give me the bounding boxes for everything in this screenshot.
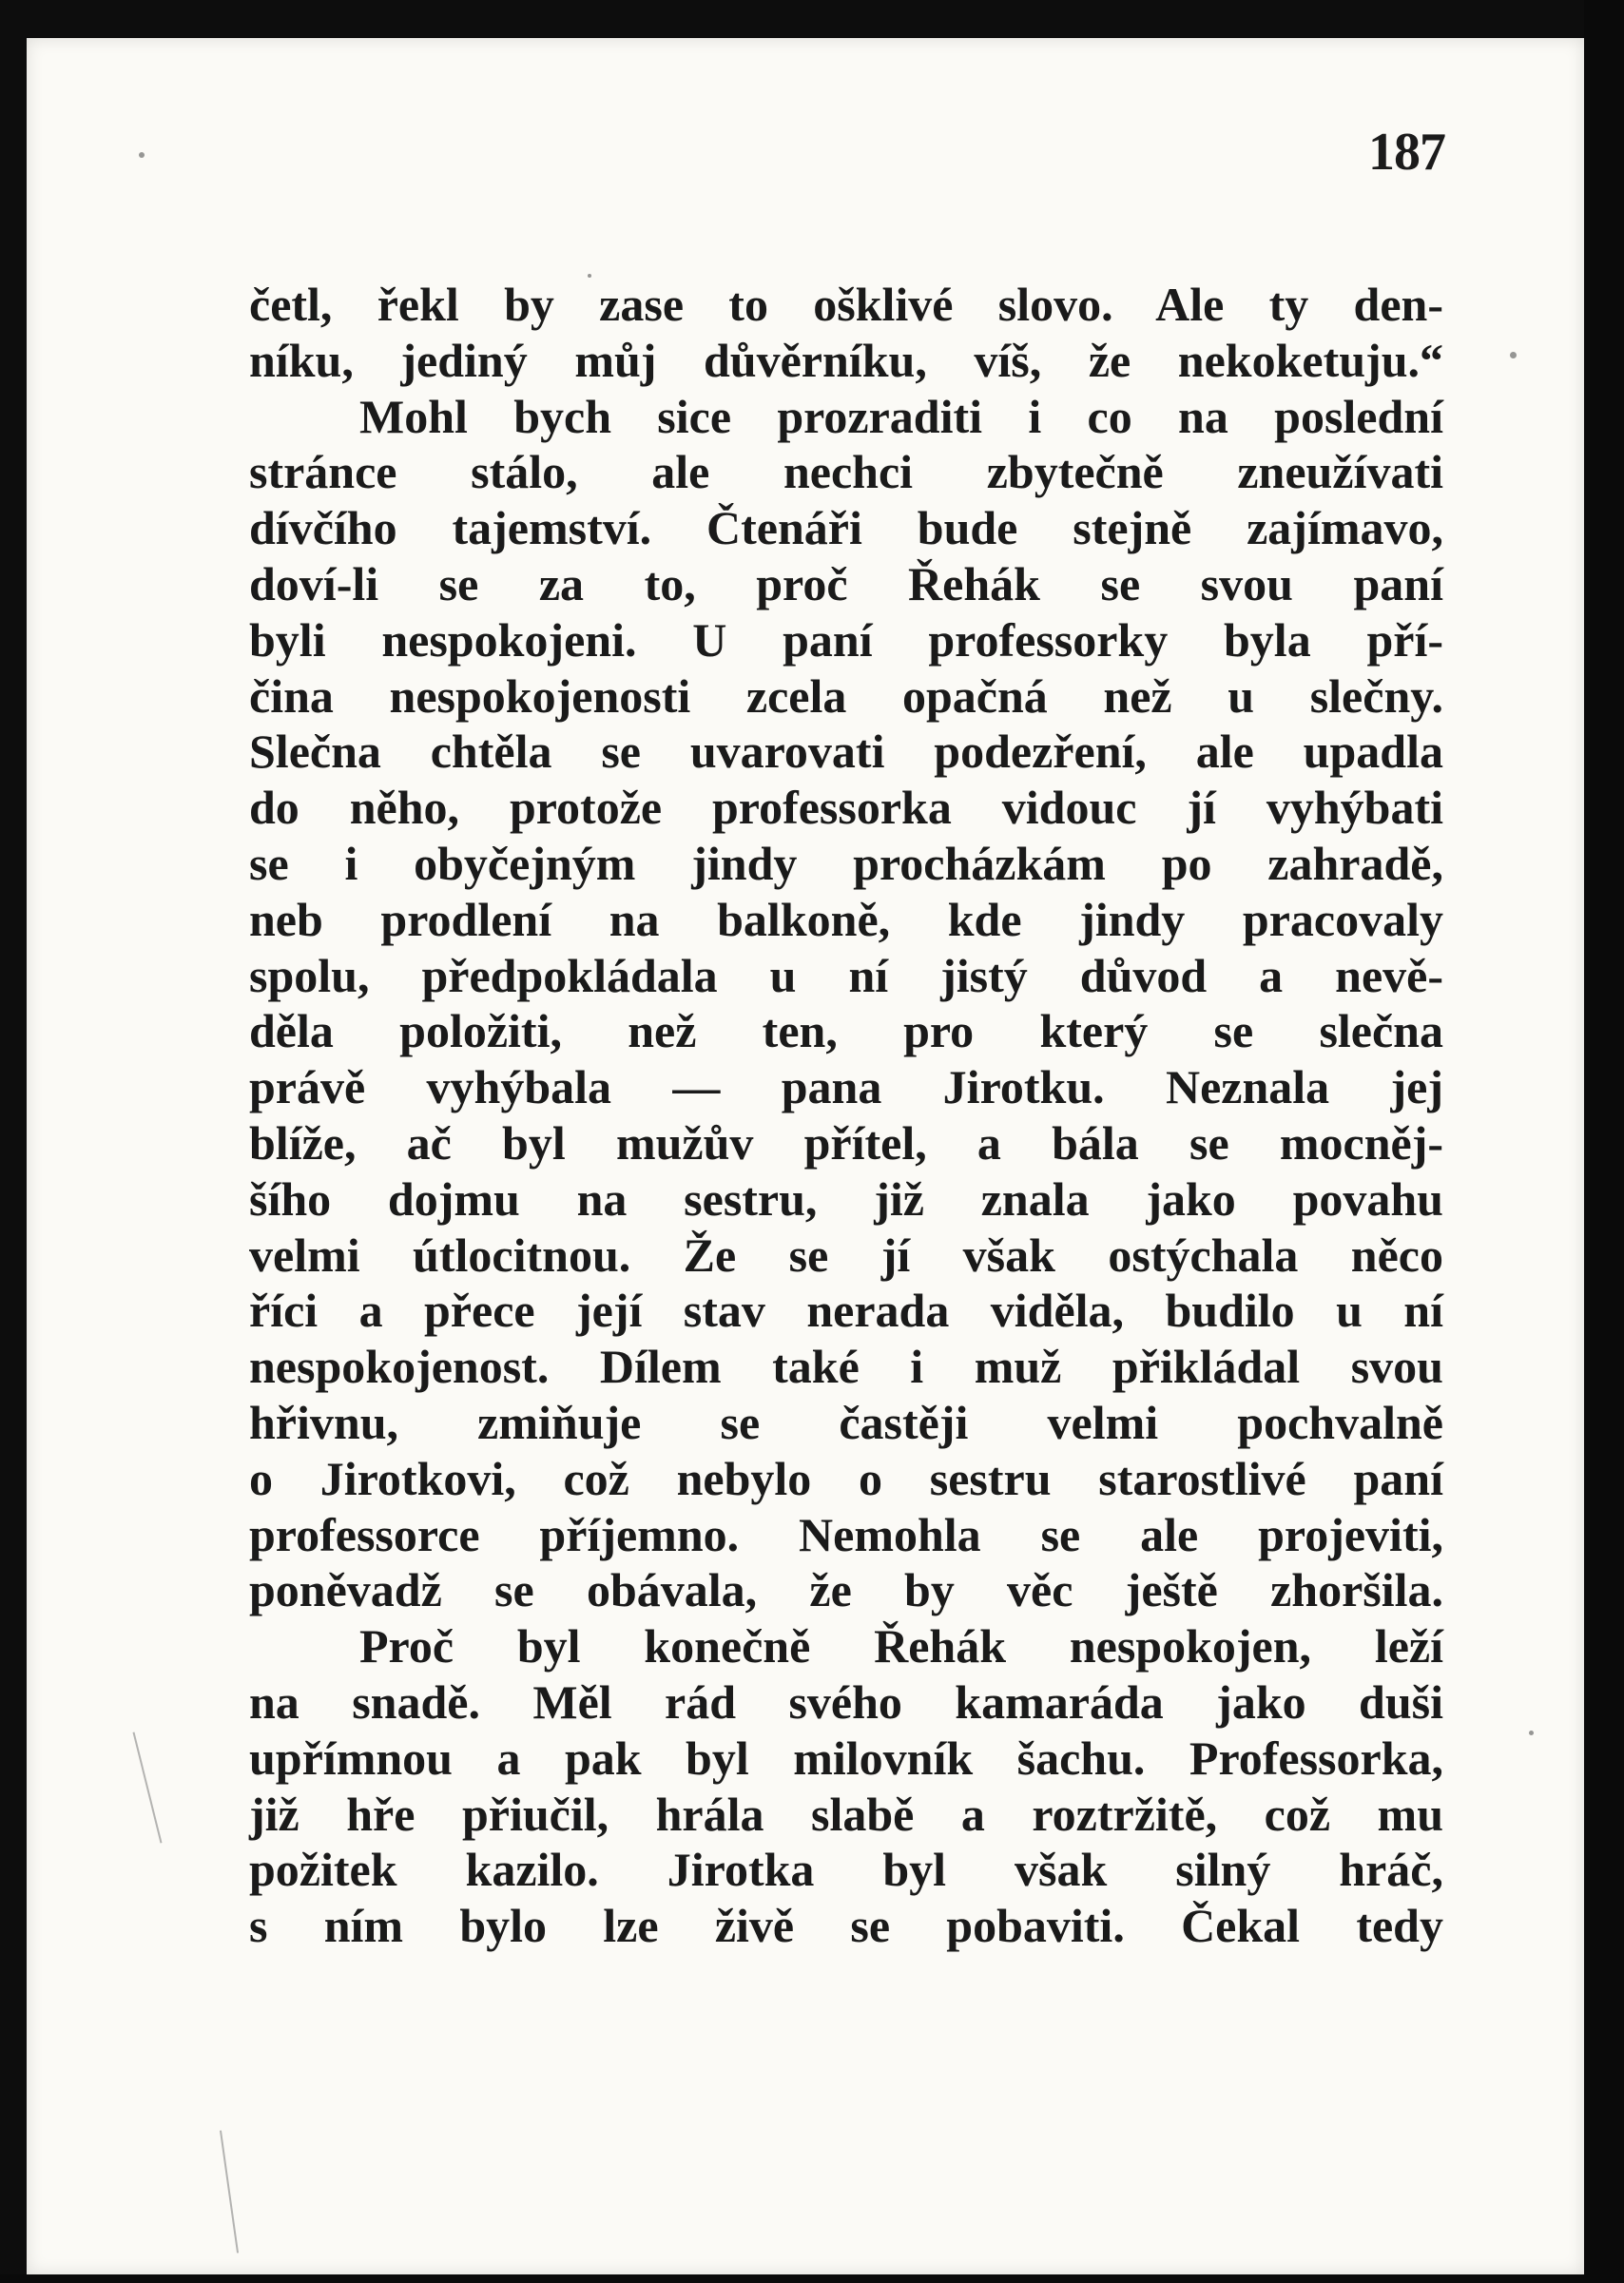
text-line: Mohl bych sice prozraditi i co na poslední <box>359 389 1443 443</box>
text-line: s ním bylo lze živě se pobaviti. Čekal tedy <box>249 1899 1443 1953</box>
text-line: Slečna chtěla se uvarovati podezření, ale upadla <box>249 725 1443 779</box>
text-line: četl, řekl by zase to ošklivé slovo. Ale ty den- <box>249 278 1443 331</box>
text-line: nespokojenost. Dílem také i muž přikládal svou <box>249 1340 1443 1394</box>
text-line: děla položiti, než ten, pro který se slečna <box>249 1004 1443 1058</box>
text-line: dívčího tajemství. Čtenáři bude stejně zajímavo, <box>249 501 1443 555</box>
text-line: již hře přiučil, hrála slabě a roztržitě, což mu <box>249 1787 1443 1841</box>
text-line: neb prodlení na balkoně, kde jindy pracovaly <box>249 892 1443 946</box>
scan-edge-bottom <box>0 2274 1624 2283</box>
dust-speck <box>1529 1731 1534 1735</box>
text-line: upřímnou a pak byl milovník šachu. Professorka, <box>249 1731 1443 1785</box>
text-line: požitek kazilo. Jirotka byl však silný hráč, <box>249 1843 1443 1897</box>
text-line: níku, jediný můj důvěrníku, víš, že nekoketuju.“ <box>249 333 1443 387</box>
text-line: na snadě. Měl rád svého kamaráda jako duši <box>249 1674 1443 1729</box>
text-line: čina nespokojenosti zcela opačná než u slečny. <box>249 668 1443 723</box>
text-line: poněvadž se obávala, že by věc ještě zhoršila. <box>249 1563 1443 1617</box>
text-line: šího dojmu na sestru, již znala jako povahu <box>249 1171 1443 1226</box>
text-line: stránce stálo, ale nechci zbytečně zneužívati <box>249 445 1443 499</box>
margin-smudge <box>133 1732 163 1844</box>
text-line: hřivnu, zmiňuje se častěji velmi pochvalně <box>249 1395 1443 1449</box>
text-line: se i obyčejným jindy procházkám po zahradě, <box>249 836 1443 890</box>
dust-speck <box>1510 352 1517 358</box>
text-line: o Jirotkovi, což nebylo o sestru starostlivé paní <box>249 1451 1443 1505</box>
text-line: spolu, předpokládala u ní jistý důvod a nevě- <box>249 948 1443 1002</box>
text-line: velmi útlocitnou. Že se jí však ostýchala něco <box>249 1228 1443 1282</box>
text-line: právě vyhýbala — pana Jirotku. Neznala jej <box>249 1060 1443 1114</box>
text-line: Proč byl konečně Řehák nespokojen, leží <box>359 1619 1443 1674</box>
text-line: do něho, protože professorka vidouc jí vyhýbati <box>249 781 1443 835</box>
text-line: doví-li se za to, proč Řehák se svou paní <box>249 556 1443 610</box>
text-line: blíže, ač byl mužův přítel, a bála se mocněj- <box>249 1115 1443 1170</box>
text-line: byli nespokojeni. U paní professorky byla pří- <box>249 612 1443 667</box>
margin-smudge <box>220 2130 239 2253</box>
dust-speck <box>139 152 145 158</box>
page-number: 187 <box>1368 123 1445 182</box>
text-line: říci a přece její stav nerada viděla, budilo u ní <box>249 1284 1443 1338</box>
body-text <box>249 277 1443 1954</box>
scan-edge-right <box>1584 0 1624 2283</box>
text-line: professorce příjemno. Nemohla se ale projeviti, <box>249 1507 1443 1561</box>
